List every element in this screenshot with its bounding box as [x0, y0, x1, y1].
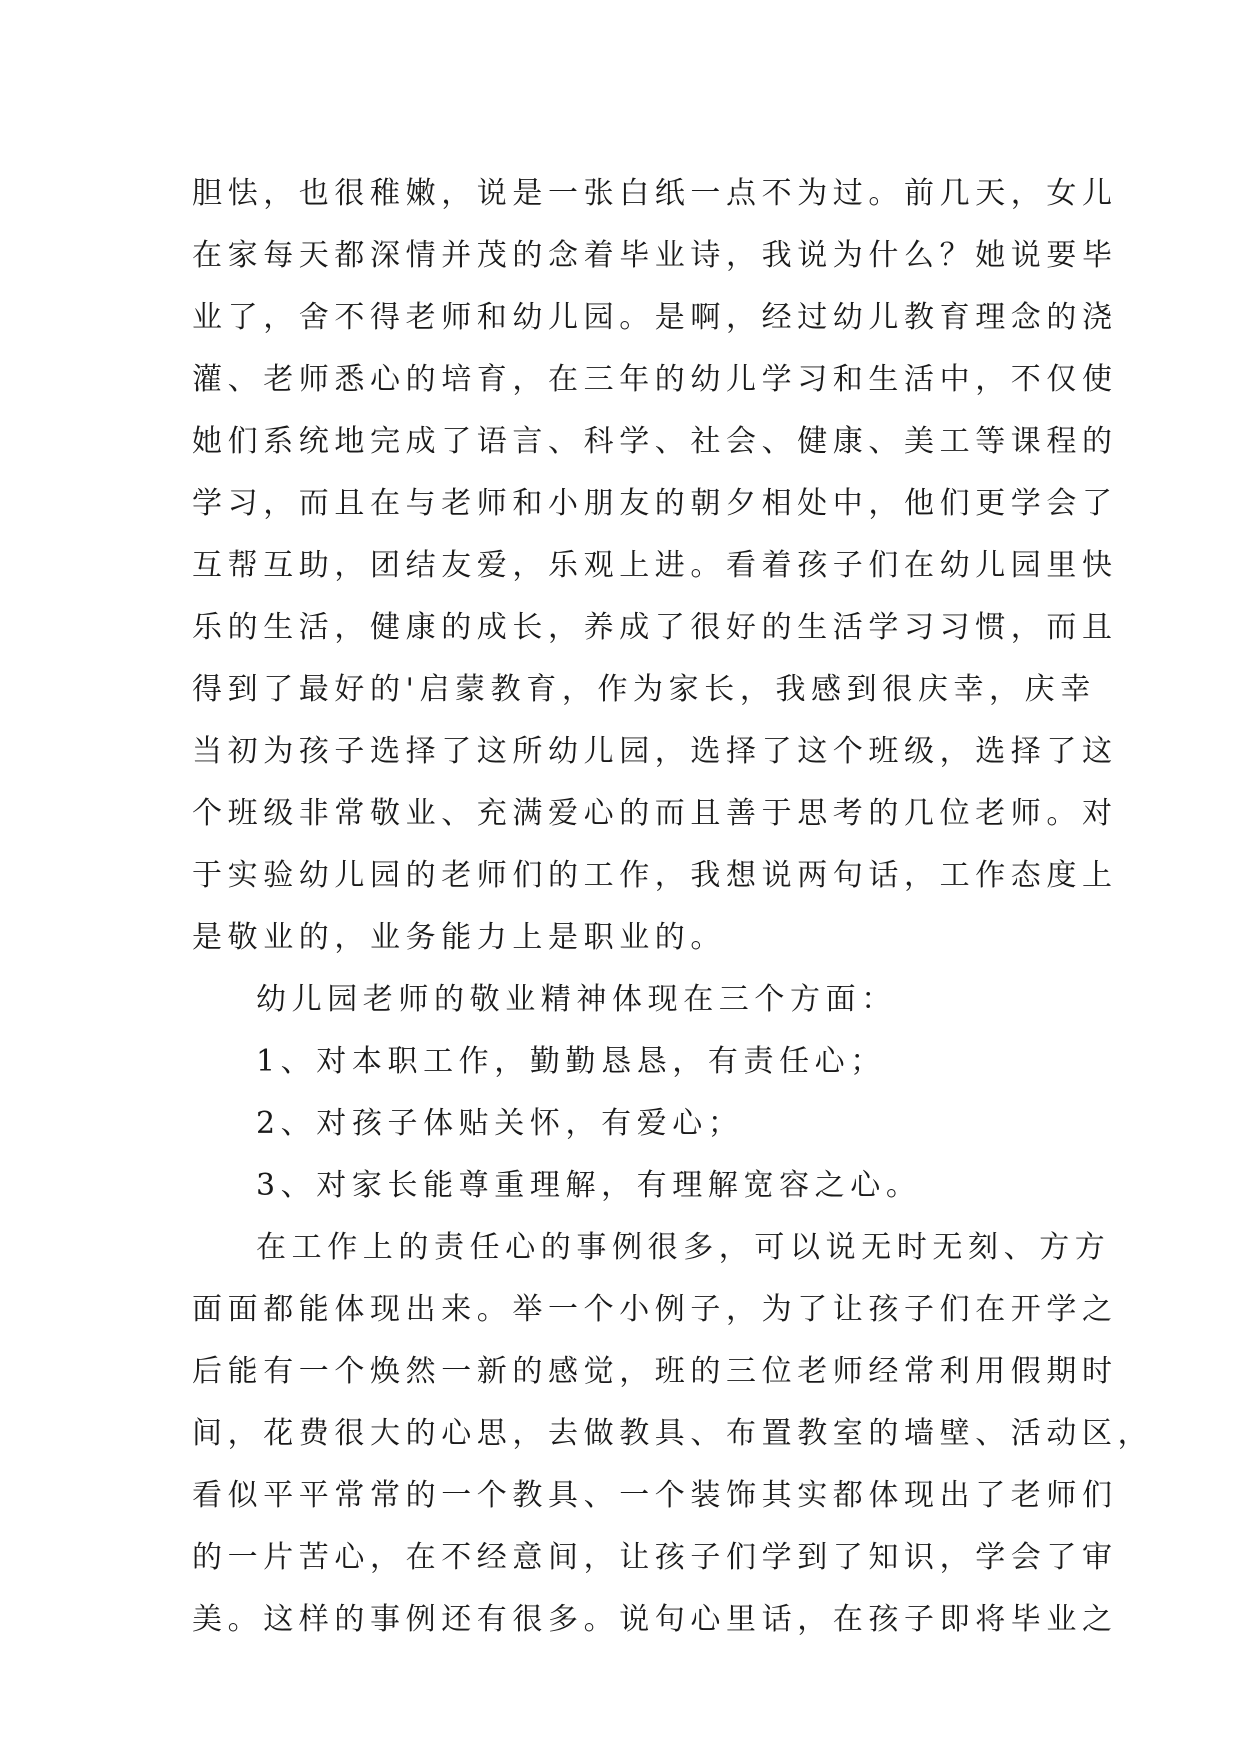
text-line: 于实验幼儿园的老师们的工作，我想说两句话，工作态度上: [192, 858, 1118, 893]
text-line: 胆怯，也很稚嫩，说是一张白纸一点不为过。前几天，女儿: [192, 176, 1118, 211]
text-line: 业了，舍不得老师和幼儿园。是啊，经过幼儿教育理念的浇: [192, 300, 1118, 335]
text-line: 间，花费很大的心思，去做教具、布置教室的墙壁、活动区，: [192, 1416, 1154, 1451]
text-line: 后能有一个焕然一新的感觉，班的三位老师经常利用假期时: [192, 1354, 1118, 1389]
text-line: 3、对家长能尊重理解，有理解宽容之心。: [256, 1168, 922, 1203]
text-line: 学习，而且在与老师和小朋友的朝夕相处中，他们更学会了: [192, 486, 1118, 521]
text-line: 得到了最好的'启蒙教育，作为家长，我感到很庆幸，庆幸: [192, 672, 1096, 707]
text-line: 当初为孩子选择了这所幼儿园，选择了这个班级，选择了这: [192, 734, 1118, 769]
text-line: 幼儿园老师的敬业精神体现在三个方面：: [256, 982, 897, 1017]
text-line: 在工作上的责任心的事例很多，可以说无时无刻、方方: [256, 1230, 1111, 1265]
text-line: 1、对本职工作，勤勤恳恳，有责任心；: [256, 1044, 886, 1079]
text-line: 她们系统地完成了语言、科学、社会、健康、美工等课程的: [192, 424, 1118, 459]
text-line: 在家每天都深情并茂的念着毕业诗，我说为什么？她说要毕: [192, 238, 1118, 273]
text-line: 互帮互助，团结友爱，乐观上进。看着孩子们在幼儿园里快: [192, 548, 1118, 583]
text-line: 个班级非常敬业、充满爱心的而且善于思考的几位老师。对: [192, 796, 1118, 831]
text-line: 看似平平常常的一个教具、一个装饰其实都体现出了老师们: [192, 1478, 1118, 1513]
text-line: 的一片苦心，在不经意间，让孩子们学到了知识，学会了审: [192, 1540, 1118, 1575]
text-line: 乐的生活，健康的成长，养成了很好的生活学习习惯，而且: [192, 610, 1118, 645]
text-line: 灌、老师悉心的培育，在三年的幼儿学习和生活中，不仅使: [192, 362, 1118, 397]
text-line: 2、对孩子体贴关怀，有爱心；: [256, 1106, 744, 1141]
body-text: [192, 163, 1154, 1651]
text-line: 美。这样的事例还有很多。说句心里话，在孩子即将毕业之: [192, 1602, 1118, 1637]
text-line: 是敬业的，业务能力上是职业的。: [192, 920, 726, 955]
text-line: 面面都能体现出来。举一个小例子，为了让孩子们在开学之: [192, 1292, 1118, 1327]
